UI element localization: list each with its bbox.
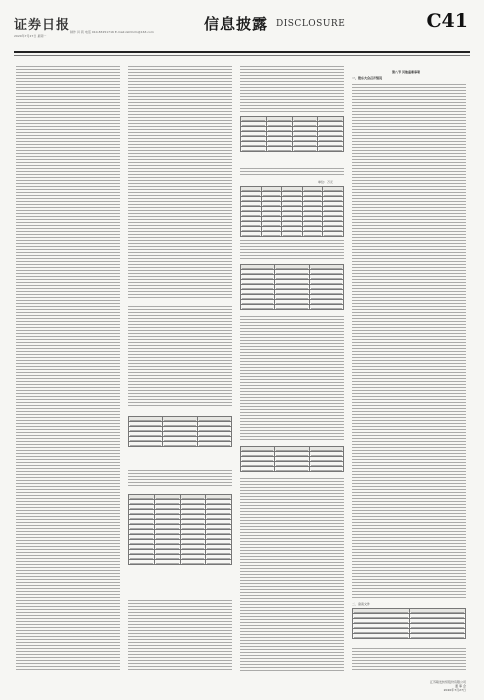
data-table (128, 494, 232, 565)
body-text-block (16, 66, 120, 672)
body-text-block (240, 168, 344, 176)
data-table (128, 416, 232, 447)
table-unit-label: 单位：万元 (318, 180, 334, 184)
sign-off-date: 2020年7月27日 (443, 688, 466, 692)
table-cell (309, 305, 343, 310)
table-cell (309, 467, 343, 472)
table-cell (275, 467, 309, 472)
table-title: 二、备查文件 (352, 602, 371, 606)
section-title: 信息披露 (204, 15, 269, 33)
body-text-block (240, 240, 344, 260)
issue-contact: 制作 肖 莉 电话 010-83251716 E-mail:zzmhzm@163.com (70, 30, 154, 34)
data-table (240, 116, 344, 152)
table-cell (129, 442, 163, 447)
subsection-heading: 一、股东大会召开情况 (352, 76, 383, 80)
section-title-en: DISCLOSURE (276, 19, 346, 29)
body-text-block (240, 478, 344, 672)
table-cell (197, 442, 231, 447)
body-text-block (352, 84, 466, 598)
body-text-block (240, 316, 344, 440)
body-text-block (352, 648, 466, 670)
table-cell (282, 232, 303, 237)
body-text-block (240, 66, 344, 112)
table-cell (129, 560, 155, 565)
table-cell (241, 147, 267, 152)
body-text-block (128, 470, 232, 488)
body-text-block (128, 306, 232, 406)
table-cell (154, 560, 180, 565)
header-rule-thick (14, 51, 470, 53)
body-text-block (128, 66, 232, 300)
table-cell (180, 560, 206, 565)
table-cell (275, 305, 309, 310)
page-number: C41 (426, 10, 468, 32)
data-table (240, 186, 344, 237)
table-cell (302, 232, 323, 237)
company-name: 江苏联发纺织股份有限公司 (429, 680, 466, 684)
masthead-logo: 证券日报 (14, 18, 71, 33)
table-cell (266, 147, 292, 152)
table-cell (206, 560, 232, 565)
board-label: 董 事 会 (455, 684, 466, 688)
table-cell (261, 232, 282, 237)
data-table (240, 264, 344, 310)
table-cell (292, 147, 318, 152)
table-cell (318, 147, 344, 152)
issue-date: 2020年7月27日 星期一 (14, 34, 47, 38)
header-rule-thin (14, 55, 470, 56)
data-table (352, 608, 466, 639)
page-header (14, 10, 470, 50)
section-heading: 第八节 其他重要事项 (392, 70, 421, 74)
data-table (240, 446, 344, 472)
table-cell (241, 467, 275, 472)
table-cell (323, 232, 344, 237)
table-cell (353, 634, 410, 639)
table-cell (241, 232, 262, 237)
sign-off (380, 680, 466, 692)
table-cell (241, 305, 275, 310)
table-cell (163, 442, 197, 447)
table-cell (409, 634, 466, 639)
body-text-block (128, 600, 232, 672)
